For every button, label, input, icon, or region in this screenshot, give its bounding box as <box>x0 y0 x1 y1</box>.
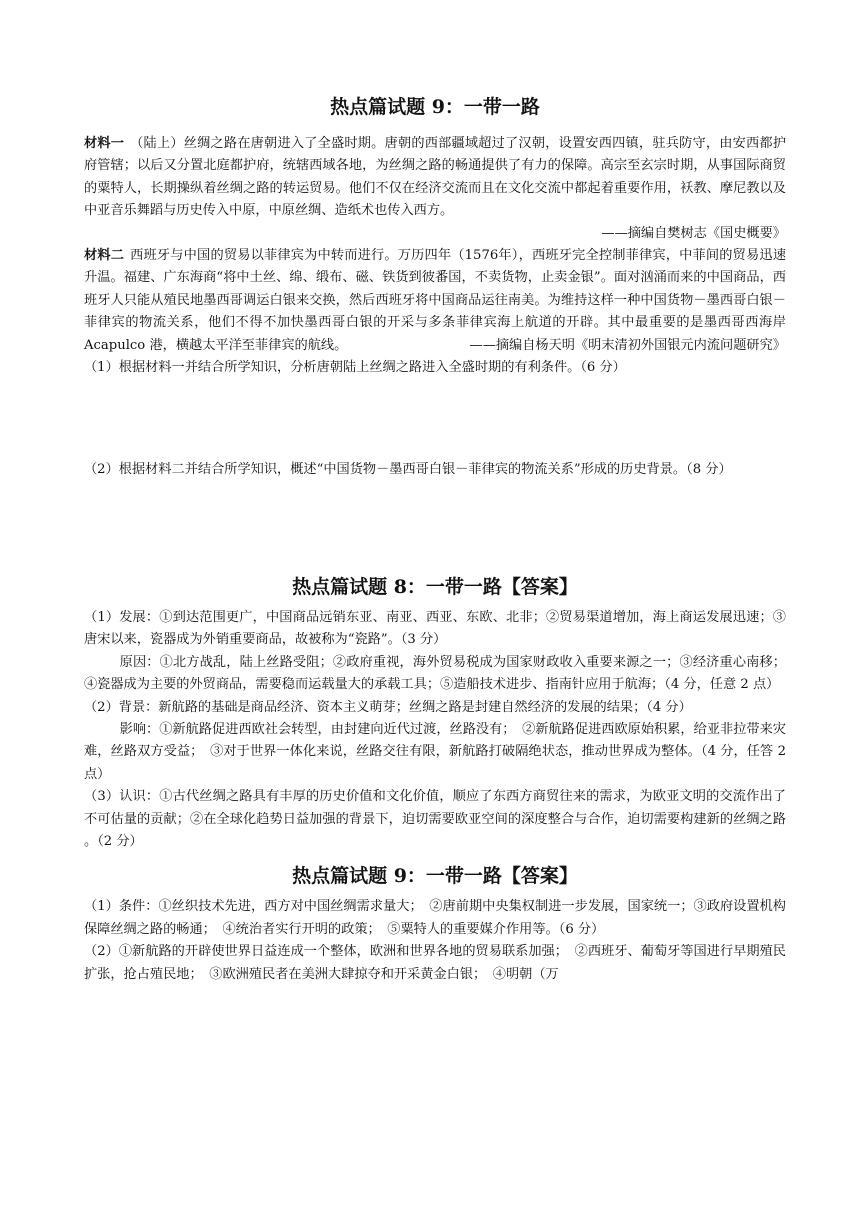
material-1-text: （陆上）丝绸之路在唐朝进入了全盛时期。唐朝的西部疆域超过了汉朝，设置安西四镇，驻兵防守，由安西都护府管辖；以后又分置北庭都护府，统辖西域各地，为丝绸之路的畅通提供了有力的保障。高宗至玄宗时期，从事国际商贸的粟特人，长期操纵着丝绸之路的转运贸易。他们不仅在经济交流而且在文化交流中都起着重要作用，袄教、摩尼教以及中亚音乐舞蹈与历史传入中原，中原丝绸、造纸术也传入西方。 <box>84 136 787 219</box>
question-1: （1）根据材料一并结合所学知识，分析唐朝陆上丝绸之路进入全盛时期的有利条件。（6 分） <box>84 360 626 376</box>
answer-8-part-1: （1）发展：①到达范围更广，中国商品远销东亚、南亚、西亚、东欧、北非；②贸易渠道增加，海上商运发展迅速；③唐宋以来，瓷器成为外销重要商品，故被称为“瓷路”。（3 分） <box>84 609 786 648</box>
material-1-label: 材料一 <box>84 136 125 151</box>
answer-space-2 <box>84 482 786 572</box>
answer-space-1 <box>84 379 786 459</box>
material-1 <box>84 133 786 223</box>
material-2-source: ——摘编自杨天明《明末清初外国银元内流问题研究》 <box>469 337 786 353</box>
title-answer-9: 热点篇试题 9：一带一路【答案】 <box>292 865 578 888</box>
document-page <box>84 0 786 986</box>
answer-8-part-3: （3）认识：①古代丝绸之路具有丰厚的历史价值和文化价值，顺应了东西方商贸往来的需求，为欧亚文明的交流作出了不可估量的贡献；②在全球化趋势日益加强的背景下，迫切需要欧亚空间的深度整合与合作，迫切需要构建新的丝绸之路 。（2 分） <box>84 789 786 849</box>
answer-9-part-2: （2）①新航路的开辟使世界日益连成一个整体，欧洲和世界各地的贸易联系加强； ②西班牙、葡萄牙等国进行早期殖民扩张，抢占殖民地； ③欧洲殖民者在美洲大肆掠夺和开采黄金白银； ④明朝（万 <box>84 944 786 982</box>
material-2-text: 西班牙与中国的贸易以菲律宾为中转而进行。万历四年（1576年），西班牙完全控制菲律宾，中菲间的贸易迅速升温。福建、广东海商“将中土丝、绵、缎布、磁、铁货到彼番国，不卖货物，止卖金银”。面对汹涌而来的中国商品，西班牙人只能从殖民地墨西哥调运白银来交换，然后西班牙将中国商品运往南美。为维持这样一种中国货物－墨西哥白银－菲律宾的物流关系，他们不得不加快墨西哥白银的开采与多条菲律宾海上航道的开辟。其中最重要的是墨西哥西海岸 Acapulco 港，横越太平洋至菲律宾的航线。 <box>84 248 787 353</box>
material-1-source: ——摘编自樊树志《国史概要》 <box>601 225 786 241</box>
answer-9-part-1: （1）条件：①丝织技术先进，西方对中国丝绸需求量大； ②唐前期中央集权制进一步发展，国家统一；③政府设置机构保障丝绸之路的畅通； ④统治者实行开明的政策； ⑤粟特人的重要媒介作用等。（6 分） <box>84 899 786 937</box>
title-answer-8: 热点篇试题 8：一带一路【答案】 <box>292 575 578 598</box>
title-question-9: 热点篇试题 9：一带一路 <box>330 96 540 118</box>
answer-8-reasons: 原因：①北方战乱，陆上丝路受阻；②政府重视，海外贸易税成为国家财政收入重要来源之一；③经济重心南移；④瓷器成为主要的外贸商品，需要稳而运载量大的承载工具；⑤造船技术进步、指南针应用于航海；（4 分，任意 2 点） <box>84 654 786 693</box>
answer-8-part-2: （2）背景：新航路的基础是商品经济、资本主义萌芽；丝绸之路是封建自然经济的发展的结果；（4 分） <box>84 699 692 715</box>
answer-8-impact: 影响：①新航路促进西欧社会转型，由封建向近代过渡，丝路没有； ②新航路促进西欧原始积累，给亚非拉带来灾难，丝路双方受益； ③对于世界一体化来说，丝路交往有限，新航路打破隔绝状态，推动世界成为整体。（4 分，任答 2 点） <box>84 721 786 782</box>
question-2: （2）根据材料二并结合所学知识，概述“中国货物－墨西哥白银－菲律宾的物流关系”形成的历史背景。（8 分） <box>84 462 732 478</box>
material-2-label: 材料二 <box>84 248 125 264</box>
